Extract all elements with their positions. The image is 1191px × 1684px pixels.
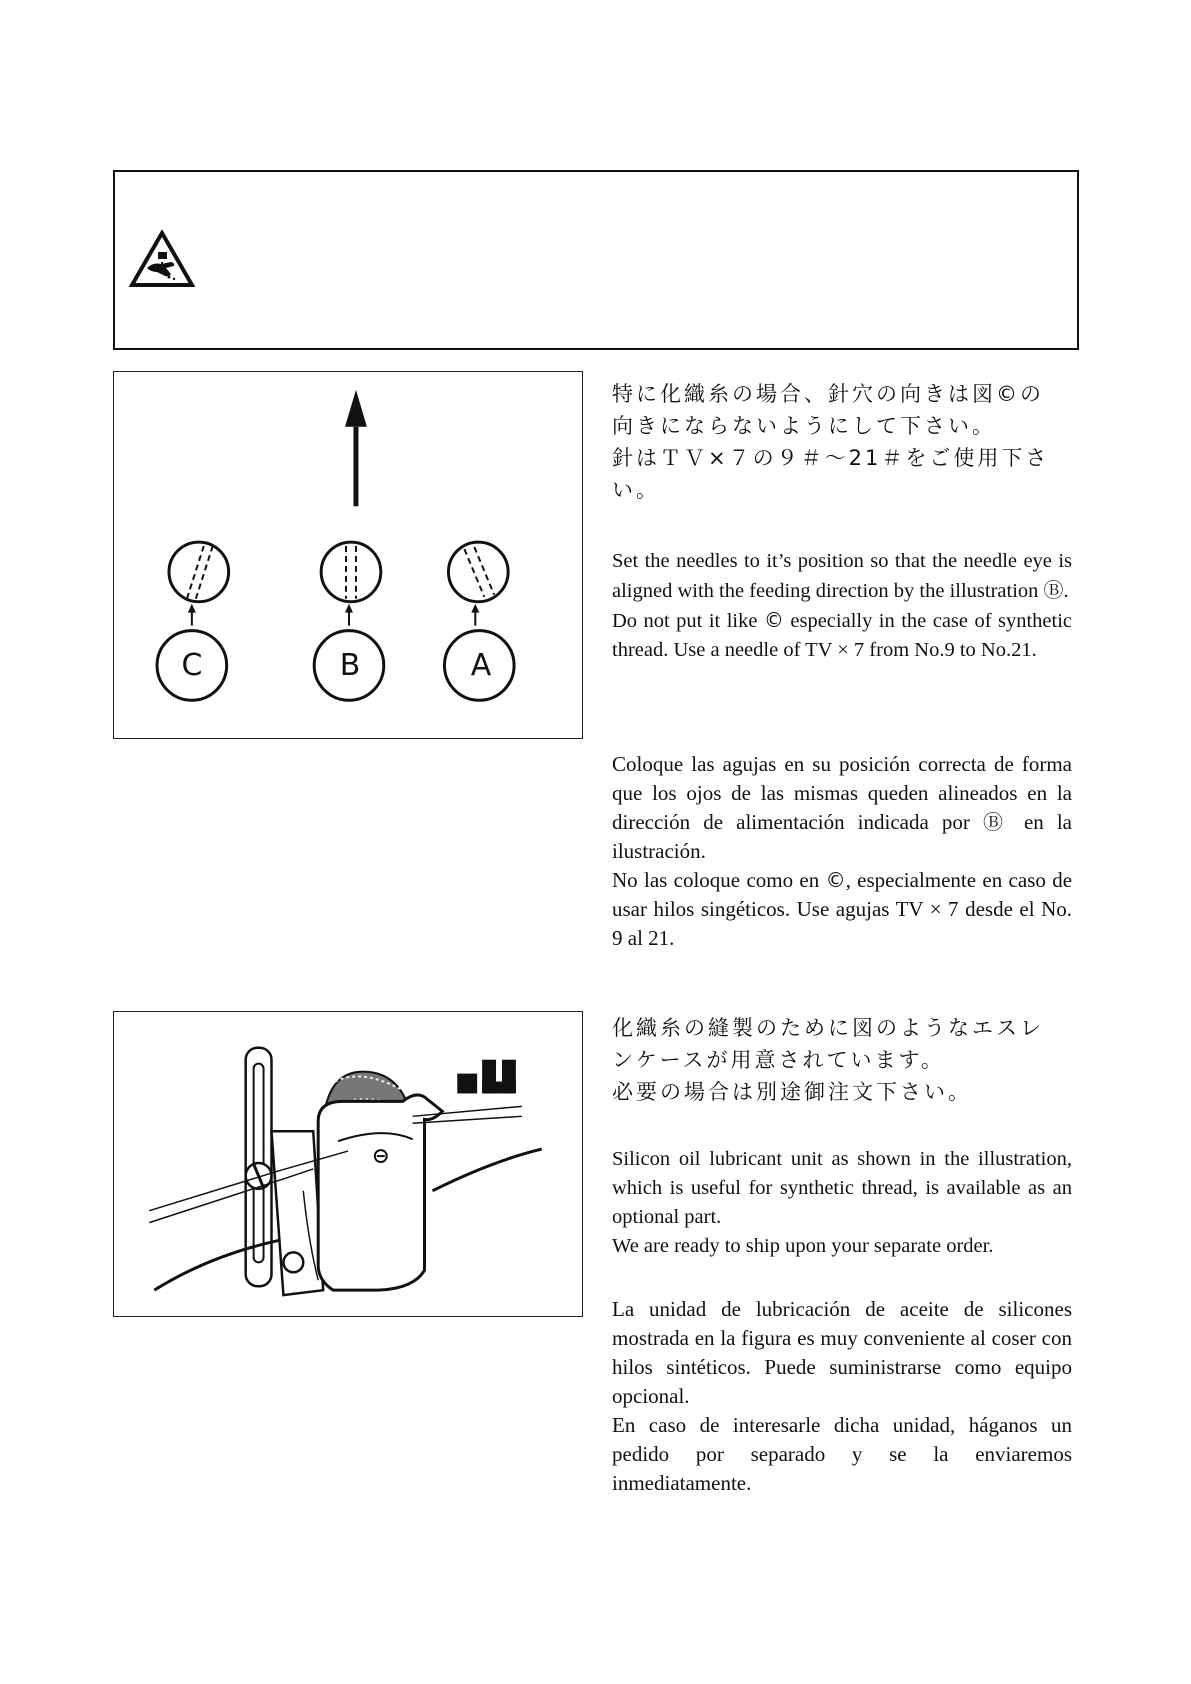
jp2-line-3: 必要の場合は別途御注文下さい。 [612, 1080, 972, 1104]
en2-paragraph-2: We are ready to ship upon your separate order. [612, 1235, 994, 1257]
jp-line-2: 向きにならないようにして下さい。 [612, 414, 996, 438]
es-paragraph-2: No las coloque como en ©, especialmente en caso de usar hilos singéticos. Use agujas TV × 7 desde el No. 9 al 21. [612, 868, 1073, 950]
hand-caution-icon [129, 230, 195, 288]
feeding-direction-arrow-icon [345, 390, 367, 506]
jp-line-1: 特に化織糸の場合、針穴の向きは図©の [612, 382, 1044, 406]
label-a: A [470, 648, 492, 683]
needle-spanish-text [612, 750, 1072, 953]
lubricant-spanish-text [612, 1295, 1072, 1498]
es2-paragraph-1: La unidad de lubricación de aceite de silicones mostrada en la figura es muy conveniente al coser con hilos sintéticos. Puede suministrarse como equipo opcional. [612, 1297, 1072, 1408]
label-b: B [339, 648, 361, 683]
needle-japanese-text [612, 378, 1072, 506]
jp-line-3: 針はＴＶ×７の９＃〜21＃をご使用下さ [612, 446, 1050, 470]
lubricant-english-text [612, 1145, 1072, 1261]
jp2-line-2: ンケースが用意されています。 [612, 1048, 945, 1072]
warning-box [113, 170, 1079, 350]
label-c: C [181, 648, 203, 683]
needle-english-text [612, 547, 1072, 665]
jp2-line-1: 化織糸の縫製のために図のようなエスレ [612, 1016, 1044, 1040]
needle-orientation-figure [113, 371, 583, 739]
jp-line-4: い。 [612, 478, 660, 502]
es2-paragraph-2: En caso de interesarle dicha unidad, háganos un pedido por separado y se la enviaremos inmediatamente. [612, 1413, 1072, 1495]
silicon-oil-unit-illustration [114, 1012, 582, 1316]
es-paragraph-1: Coloque las agujas en su posición correcta de forma que los ojos de las mismas queden alineados en la dirección de alimentación indicada por Ⓑ en la ilustración. [612, 752, 1073, 863]
lubricant-japanese-text [612, 1012, 1072, 1108]
en-paragraph-2: Do not put it like © especially in the case of synthetic thread. Use a needle of TV × 7 from No.9 to No.21. [612, 608, 1073, 661]
en2-paragraph-1: Silicon oil lubricant unit as shown in the illustration, which is useful for synthetic thread, is available as an optional part. [612, 1148, 1072, 1228]
lubricant-unit-figure [113, 1011, 583, 1317]
en-paragraph-1: Set the needles to it’s position so that the needle eye is aligned with the feeding direction by the illustration Ⓑ. [612, 550, 1072, 602]
